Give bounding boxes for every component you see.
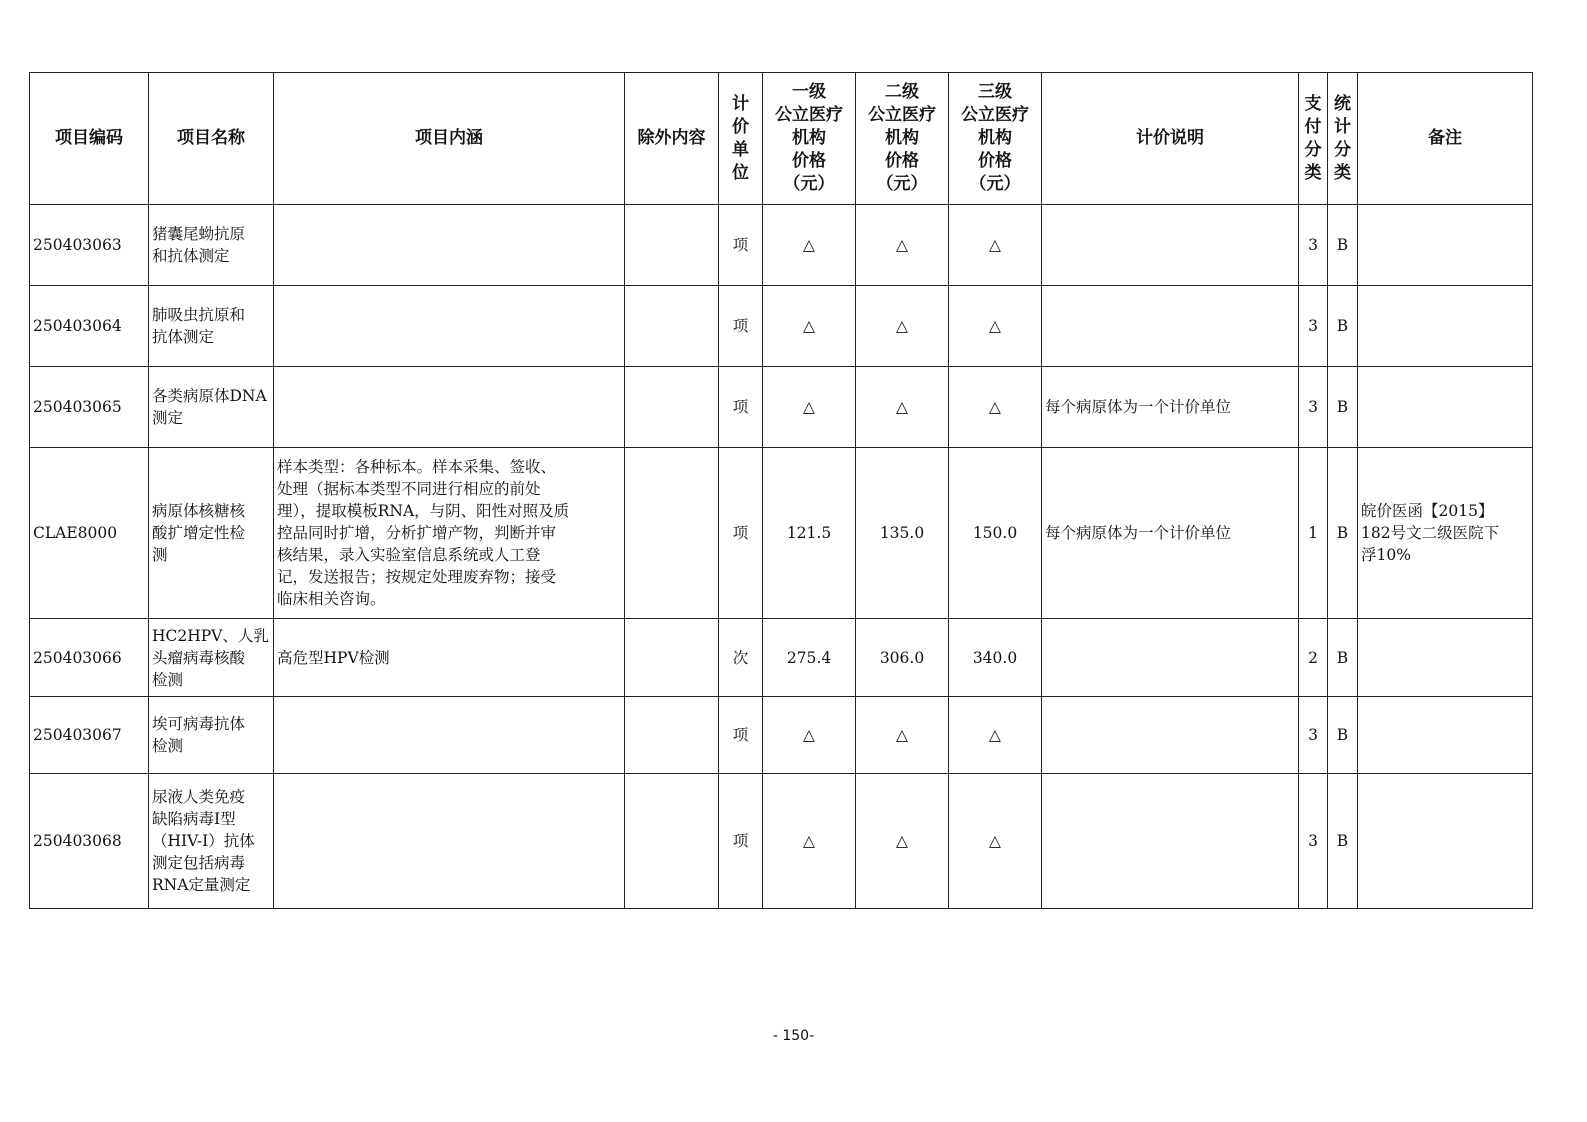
header-remarks: 备注 [1358,73,1533,205]
cell-code: 250403063 [30,205,149,286]
cell-stat-category: B [1328,205,1358,286]
cell-unit: 项 [719,448,763,619]
cell-content: 样本类型：各种标本。样本采集、签收、 处理（据标本类型不同进行相应的前处 理），提取模板RNA，与阴、阳性对照及质 控品同时扩增，分析扩增产物，判断并审 核结果，录入实验室信息系统或人工登 记，发送报告；按规定处理废弃物；接受 临床相关咨询。 [274,448,625,619]
cell-remarks [1358,697,1533,774]
table-row [30,774,1533,909]
header-payment-category: 支 付 分 类 [1299,73,1328,205]
header-stat-category: 统 计 分 类 [1328,73,1358,205]
cell-price-level1: △ [763,774,856,909]
header-code: 项目编码 [30,73,149,205]
cell-name: HC2HPV、人乳 头瘤病毒核酸 检测 [149,619,274,697]
cell-remarks [1358,367,1533,448]
cell-code: 250403064 [30,286,149,367]
cell-unit: 项 [719,697,763,774]
table-row [30,286,1533,367]
cell-price-level1: △ [763,286,856,367]
table-row [30,697,1533,774]
cell-unit: 项 [719,774,763,909]
header-exclusions: 除外内容 [625,73,719,205]
cell-payment-category: 2 [1299,619,1328,697]
cell-price-level1: 275.4 [763,619,856,697]
table-row [30,619,1533,697]
cell-stat-category: B [1328,286,1358,367]
cell-code: 250403067 [30,697,149,774]
table-row [30,448,1533,619]
cell-stat-category: B [1328,448,1358,619]
cell-exclusions [625,774,719,909]
cell-name: 猪囊尾蚴抗原 和抗体测定 [149,205,274,286]
cell-code: 250403065 [30,367,149,448]
header-unit: 计 价 单 位 [719,73,763,205]
cell-price-level1: △ [763,697,856,774]
cell-content [274,367,625,448]
cell-pricing-note [1042,286,1299,367]
cell-price-level2: 306.0 [856,619,949,697]
cell-price-level3: 150.0 [949,448,1042,619]
price-table [29,72,1533,909]
cell-payment-category: 1 [1299,448,1328,619]
cell-content: 高危型HPV检测 [274,619,625,697]
cell-remarks [1358,205,1533,286]
table-row [30,205,1533,286]
cell-stat-category: B [1328,367,1358,448]
cell-remarks [1358,286,1533,367]
cell-stat-category: B [1328,697,1358,774]
cell-price-level3: △ [949,697,1042,774]
cell-price-level3: △ [949,286,1042,367]
cell-remarks: 皖价医函【2015】 182号文二级医院下 浮10% [1358,448,1533,619]
header-name: 项目名称 [149,73,274,205]
cell-unit: 项 [719,367,763,448]
header-price-level2: 二级 公立医疗 机构 价格 （元） [856,73,949,205]
cell-name: 各类病原体DNA 测定 [149,367,274,448]
cell-price-level2: △ [856,286,949,367]
cell-pricing-note [1042,697,1299,774]
cell-price-level1: △ [763,367,856,448]
cell-remarks [1358,774,1533,909]
cell-unit: 项 [719,286,763,367]
cell-code: CLAE8000 [30,448,149,619]
cell-price-level3: △ [949,774,1042,909]
header-content: 项目内涵 [274,73,625,205]
header-price-level1: 一级 公立医疗 机构 价格 （元） [763,73,856,205]
cell-price-level2: 135.0 [856,448,949,619]
cell-code: 250403068 [30,774,149,909]
cell-pricing-note [1042,774,1299,909]
table-row [30,367,1533,448]
cell-name: 尿液人类免疫 缺陷病毒I型 （HIV-I）抗体 测定包括病毒 RNA定量测定 [149,774,274,909]
cell-pricing-note [1042,205,1299,286]
cell-name: 埃可病毒抗体 检测 [149,697,274,774]
cell-content [274,205,625,286]
cell-price-level3: △ [949,367,1042,448]
cell-remarks [1358,619,1533,697]
header-pricing-note: 计价说明 [1042,73,1299,205]
cell-payment-category: 3 [1299,774,1328,909]
cell-exclusions [625,205,719,286]
cell-exclusions [625,697,719,774]
cell-stat-category: B [1328,774,1358,909]
cell-payment-category: 3 [1299,697,1328,774]
cell-price-level2: △ [856,774,949,909]
header-price-level3: 三级 公立医疗 机构 价格 （元） [949,73,1042,205]
cell-unit: 项 [719,205,763,286]
cell-price-level1: 121.5 [763,448,856,619]
page-number: - 150- [772,1028,815,1044]
cell-price-level3: △ [949,205,1042,286]
cell-code: 250403066 [30,619,149,697]
cell-price-level3: 340.0 [949,619,1042,697]
cell-exclusions [625,448,719,619]
cell-pricing-note: 每个病原体为一个计价单位 [1042,448,1299,619]
cell-name: 病原体核糖核 酸扩增定性检 测 [149,448,274,619]
cell-pricing-note [1042,619,1299,697]
cell-unit: 次 [719,619,763,697]
cell-payment-category: 3 [1299,367,1328,448]
cell-payment-category: 3 [1299,286,1328,367]
cell-exclusions [625,367,719,448]
cell-exclusions [625,286,719,367]
cell-content [274,286,625,367]
cell-exclusions [625,619,719,697]
cell-price-level1: △ [763,205,856,286]
header-row [30,73,1533,205]
cell-content [274,697,625,774]
cell-stat-category: B [1328,619,1358,697]
cell-name: 肺吸虫抗原和 抗体测定 [149,286,274,367]
cell-price-level2: △ [856,205,949,286]
cell-payment-category: 3 [1299,205,1328,286]
cell-price-level2: △ [856,697,949,774]
cell-content [274,774,625,909]
cell-pricing-note: 每个病原体为一个计价单位 [1042,367,1299,448]
cell-price-level2: △ [856,367,949,448]
